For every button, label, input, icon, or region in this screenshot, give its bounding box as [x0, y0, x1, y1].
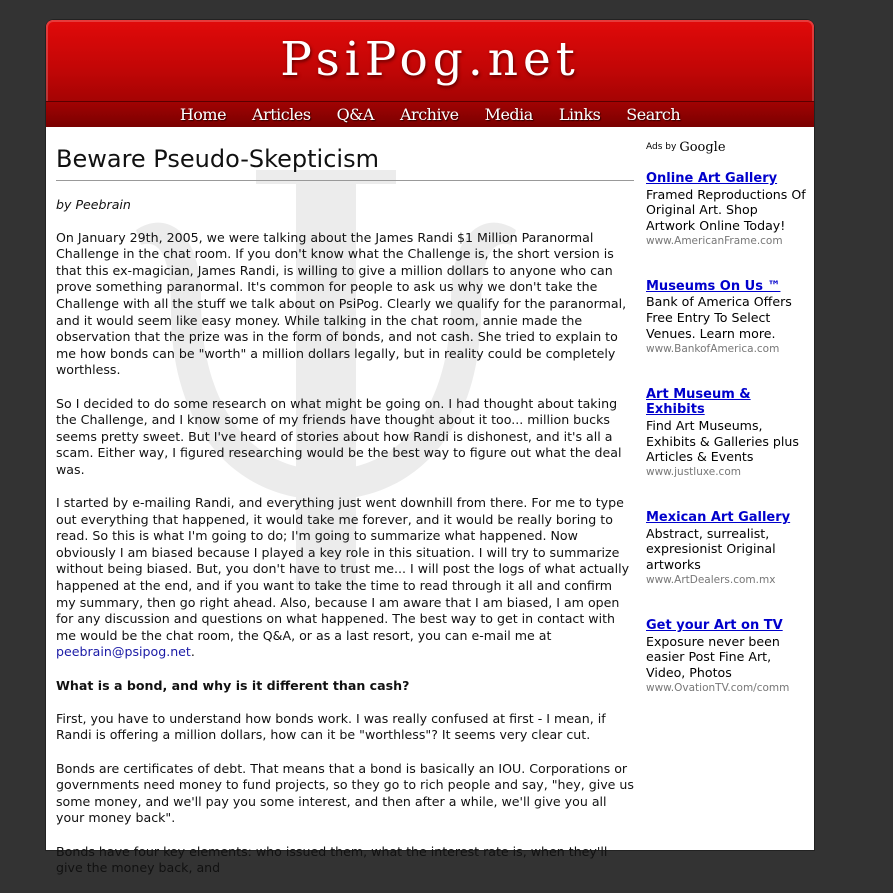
article [56, 142, 634, 893]
ad-title[interactable]: Art Museum & Exhibits [646, 386, 751, 418]
ad-title[interactable]: Museums On Us ™ [646, 278, 781, 294]
nav-media[interactable]: Media [484, 105, 533, 124]
ad-description: Exposure never been easier Post Fine Art, Video, Photos [646, 633, 780, 681]
ad-unit [646, 387, 806, 480]
site-header [46, 20, 814, 127]
nav-search[interactable]: Search [626, 105, 681, 124]
ad-url[interactable]: www.AmericanFrame.com [646, 234, 783, 247]
article-byline: by Peebrain [56, 197, 131, 212]
article-paragraph: Bonds have four key elements: who issued them, what the interest rate is, when they'll give the money back, and [56, 843, 608, 876]
main-nav [46, 101, 814, 127]
paragraph-text: I started by e-mailing Randi, and everything just went downhill from there. For me to type out everything that happened, it would take me forever, and it would be really boring to read. So this is what I'm going to do; I'm going to summarize what happened. Now obviously I am biased because I played a key role in this situation. I will try to summarize without being biased. But, you don't have to trust me... I will post the logs of what actually happened at the end, and if you want to take the time to read through it all and confirm my summary, then go right ahead. Also, because I am aware that I am biased, I am open for any discussion and questions on what happened. The best way to get in contact with me would be the chat room, the Q&A, or as a last resort, you can e-mail me at [56, 495, 630, 643]
section-heading: What is a bond, and why is it different than cash? [56, 677, 410, 693]
nav-articles[interactable]: Articles [252, 105, 311, 124]
nav-links[interactable]: Links [558, 105, 601, 124]
ad-unit [646, 279, 806, 357]
ad-title[interactable]: Get your Art on TV [646, 618, 783, 634]
article-paragraph [56, 495, 634, 661]
site-logo[interactable]: PsiPog.net [280, 32, 580, 87]
article-paragraph: So I decided to do some research on what might be going on. I had thought about taking the Challenge, and I know some of my friends have thought about it too... million bucks seems pretty sweet. But I've heard of stories about how Randi is dishonest, and it's all a scam. Either way, I figured researching would be the best way to figure out what the deal was. [56, 395, 622, 477]
ad-description: Bank of America Offers Free Entry To Select Venues. Learn more. [646, 294, 792, 341]
ad-url[interactable]: www.ArtDealers.com.mx [646, 574, 776, 587]
ad-description: Abstract, surrealist, expresionist Original artworks [646, 525, 776, 573]
ad-unit [646, 618, 806, 696]
ads-sidebar [646, 136, 806, 696]
ad-title[interactable]: Mexican Art Gallery [646, 510, 791, 526]
paragraph-text: . [190, 644, 195, 660]
ad-url[interactable]: www.BankofAmerica.com [646, 342, 780, 355]
nav-qa[interactable]: Q&A [336, 105, 374, 124]
nav-home[interactable]: Home [179, 105, 227, 124]
ad-description: Find Art Museums, Exhibits & Galleries plus Articles & Events [646, 417, 799, 465]
nav-archive[interactable]: Archive [399, 105, 459, 124]
ads-by-label: Ads by [646, 142, 677, 153]
ad-unit [646, 171, 806, 249]
ad-unit [646, 510, 806, 588]
article-paragraph: On January 29th, 2005, we were talking about the James Randi $1 Million Paranormal Challenge in the chat room. If you don't know what the Challenge is, the short version is that this ex-magician, James Randi, is willing to give a million dollars to anyone who can prove something paranormal. It's common for people to ask us why we don't take the Challenge with all the stuff we talk about on PsiPog. Clearly we qualify for the paranormal, and it would seem like easy money. While talking in the chat room, annie made the observation that the prize was in the form of bonds, and not cash. She tried to explain to me how bonds can be "worth" a million dollars legally, but in reality could be completely worthless. [56, 229, 627, 378]
ad-url[interactable]: www.OvationTV.com/comm [646, 681, 790, 694]
article-paragraph: Bonds are certificates of debt. That means that a bond is basically an IOU. Corporations or governments need money to fund projects, so they go to rich people and say, "hey, give us some money, and we'll pay you some interest, and then after a while, we'll give you all your money back". [56, 760, 634, 826]
ad-description: Framed Reproductions Of Original Art. Shop Artwork Online Today! [646, 186, 806, 234]
article-title: Beware Pseudo-Skepticism [56, 142, 634, 181]
ads-by-google[interactable] [646, 136, 806, 160]
ad-title[interactable]: Online Art Gallery [646, 171, 778, 186]
page-container [46, 20, 814, 876]
google-logo: Google [679, 140, 726, 156]
article-paragraph: First, you have to understand how bonds work. I was really confused at first - I mean, if Randi is offering a million dollars, how can it be "worthless"? It seems very clear cut. [56, 710, 606, 743]
ad-url[interactable]: www.justluxe.com [646, 466, 741, 479]
email-link[interactable]: peebrain@psipog.net [56, 644, 191, 660]
